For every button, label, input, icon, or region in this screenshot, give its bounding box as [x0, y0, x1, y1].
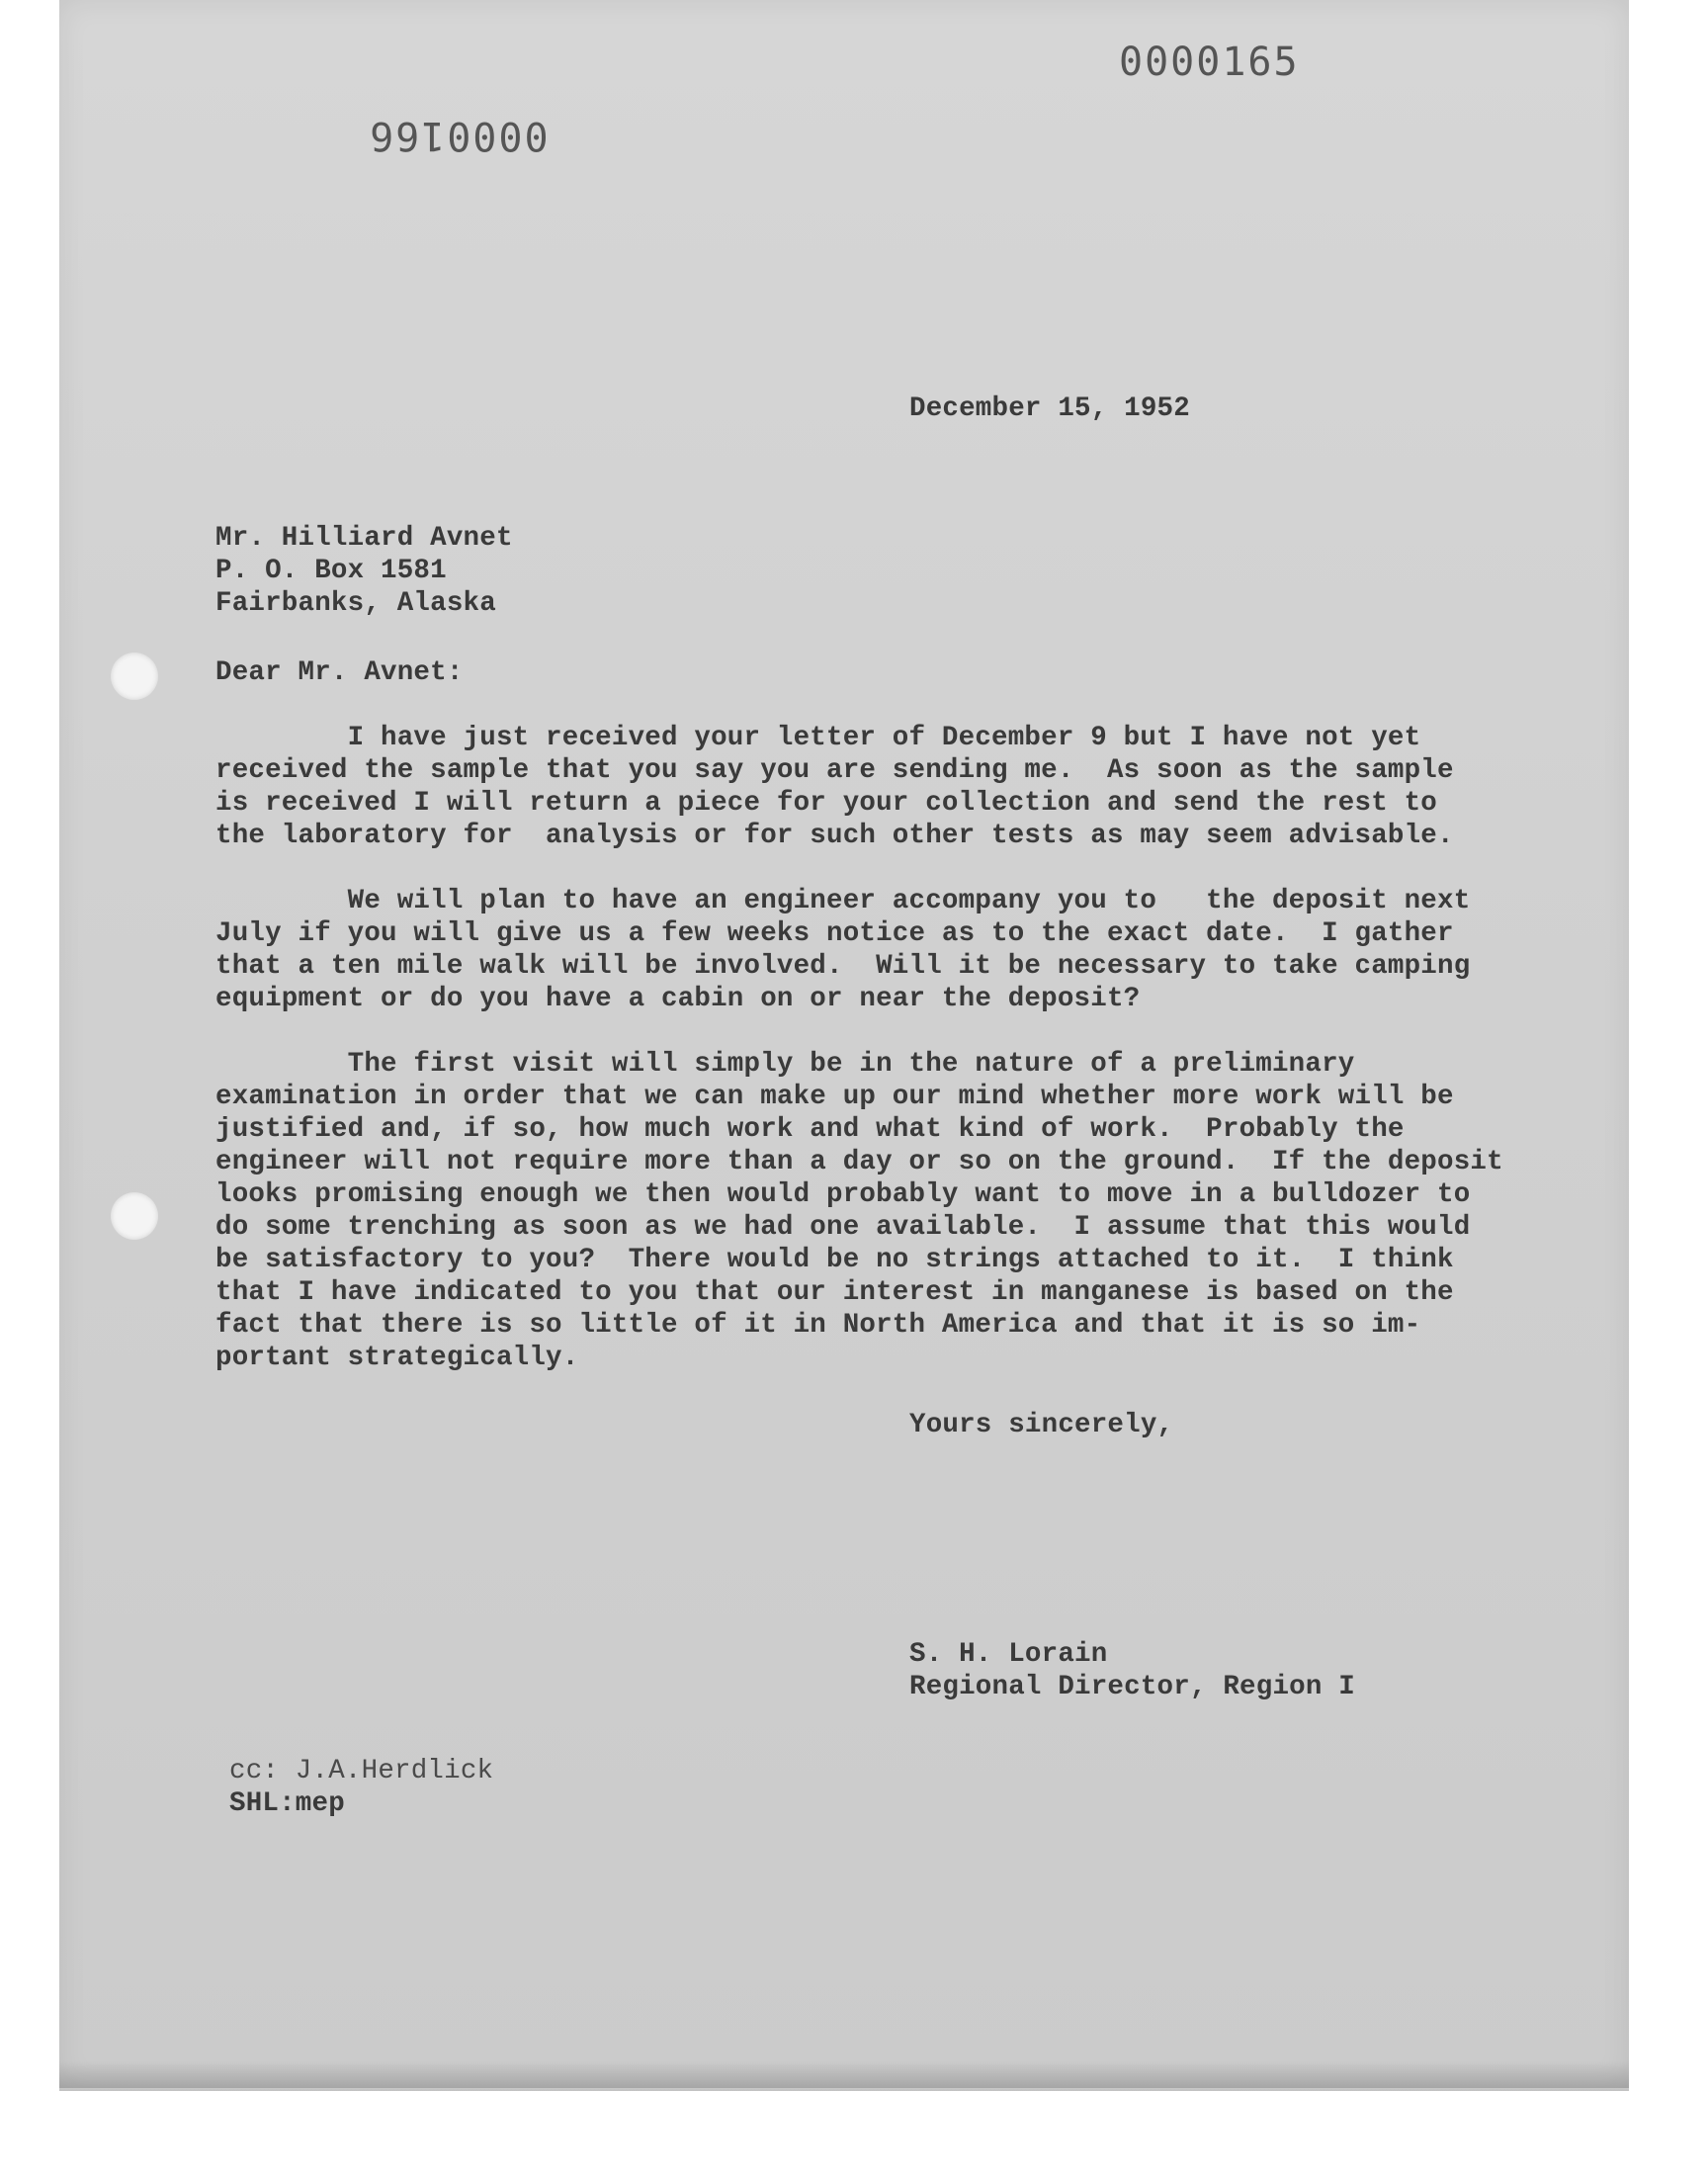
paragraph-line: received the sample that you say you are sending me. As soon as the sample — [215, 755, 1454, 786]
paragraph-line: We will plan to have an engineer accompany you to the deposit next — [215, 886, 1471, 916]
paragraph-line: engineer will not require more than a day or so on the ground. If the deposit — [215, 1147, 1503, 1177]
carbon-copy: cc: J.A.Herdlick — [229, 1756, 494, 1786]
signer-title: Regional Director, Region I — [909, 1672, 1355, 1702]
paragraph-line: that a ten mile walk will be involved. Will it be necessary to take camping — [215, 951, 1471, 982]
paragraph-line: The first visit will simply be in the nature of a preliminary — [215, 1049, 1355, 1080]
paragraph-line: looks promising enough we then would probably want to move in a bulldozer to — [215, 1179, 1471, 1210]
paragraph-line: examination in order that we can make up our mind whether more work will be — [215, 1082, 1454, 1112]
recipient-name: Mr. Hilliard Avnet — [215, 523, 513, 554]
reference-initials: SHL:mep — [229, 1788, 345, 1819]
document-number-stamp-left: 0000166 — [368, 113, 549, 158]
paragraph-line: justified and, if so, how much work and what kind of work. Probably the — [215, 1114, 1405, 1145]
paragraph-line: July if you will give us a few weeks notice as to the exact date. I gather — [215, 918, 1454, 949]
page-bottom-shadow — [59, 2061, 1629, 2091]
paragraph-line: portant strategically. — [215, 1343, 579, 1373]
paragraph-line: the laboratory for analysis or for such other tests as may seem advisable. — [215, 821, 1454, 851]
paragraph-line: be satisfactory to you? There would be no strings attached to it. I think — [215, 1245, 1454, 1275]
punch-hole-bottom — [111, 1192, 158, 1240]
closing: Yours sincerely, — [909, 1410, 1174, 1440]
recipient-po-box: P. O. Box 1581 — [215, 556, 447, 586]
paragraph-line: do some trenching as soon as we had one available. I assume that this would — [215, 1212, 1471, 1243]
salutation: Dear Mr. Avnet: — [215, 657, 464, 688]
punch-hole-top — [111, 652, 158, 700]
paragraph-line: I have just received your letter of December 9 but I have not yet — [215, 723, 1421, 753]
signer-name: S. H. Lorain — [909, 1639, 1108, 1670]
document-number-stamp-right: 0000165 — [1119, 40, 1300, 85]
paragraph-line: fact that there is so little of it in North America and that it is so im- — [215, 1310, 1421, 1341]
recipient-city: Fairbanks, Alaska — [215, 588, 496, 619]
paragraph-line: equipment or do you have a cabin on or near the deposit? — [215, 984, 1141, 1014]
paragraph-line: is received I will return a piece for your collection and send the rest to — [215, 788, 1437, 819]
letter-date: December 15, 1952 — [909, 393, 1190, 424]
paragraph-line: that I have indicated to you that our interest in manganese is based on the — [215, 1277, 1454, 1308]
